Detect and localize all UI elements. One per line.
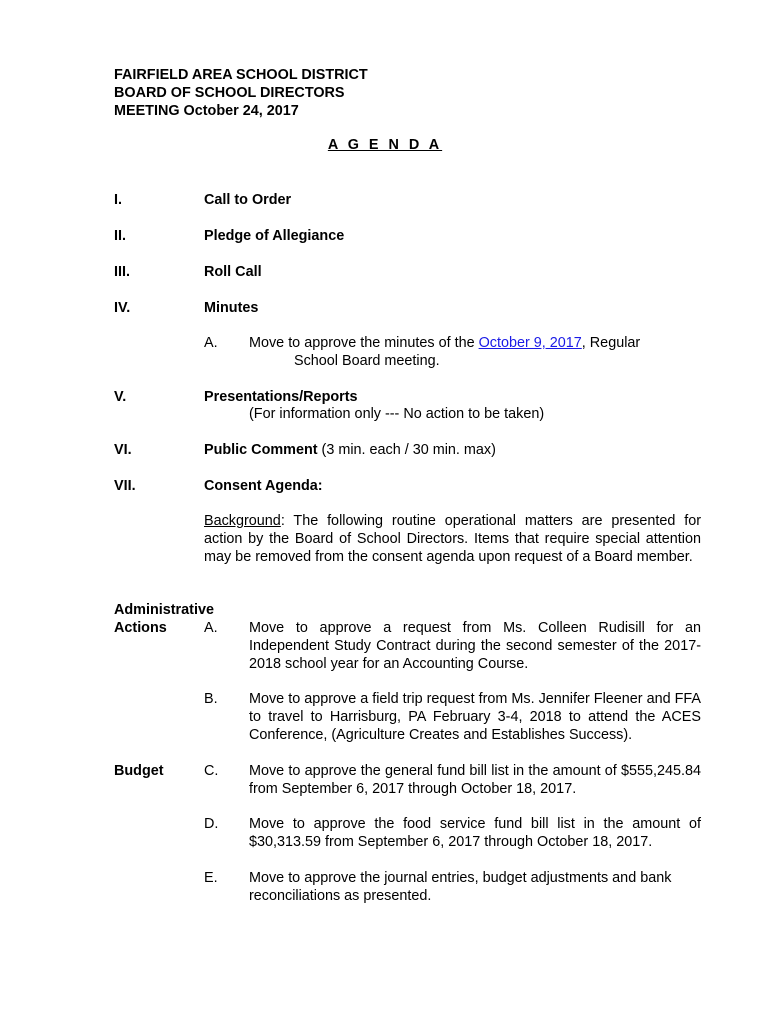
district-name: FAIRFIELD AREA SCHOOL DISTRICT [114,67,368,83]
admin-item-letter-a: A. [204,620,218,636]
minutes-item-line2: School Board meeting. [294,353,440,369]
section-title-presentations: Presentations/Reports [204,389,358,405]
background-text: : The following routine operational matters are presented for action by the Board of School Directors. Items that require special attention may be removed from the consent agenda upon request of a Board member. [204,513,701,565]
section-number-5: V. [114,389,127,405]
budget-item-letter-c: C. [204,763,219,779]
public-comment-note: (3 min. each / 30 min. max) [317,442,496,458]
minutes-item-text-post: , Regular [581,335,641,351]
minutes-item-letter: A. [204,335,218,351]
budget-item-text-e: Move to approve the journal entries, budget adjustments and bank reconciliations as presented. [249,870,672,904]
admin-item-letter-b: B. [204,691,218,707]
budget-item-text-c: Move to approve the general fund bill list in the amount of $555,245.84 from September 6, 2017 through October 18, 2017. [249,763,701,797]
budget-item-letter-d: D. [204,816,219,832]
budget-label: Budget [114,763,164,779]
presentations-note: (For information only --- No action to be taken) [249,406,545,422]
admin-item-text-b: Move to approve a field trip request from Ms. Jennifer Fleener and FFA to travel to Harrisburg, PA February 3-4, 2018 to attend the ACES Conference, (Agriculture Creates and Establishes Success). [249,691,701,743]
admin-item-text-a: Move to approve a request from Ms. Colleen Rudisill for an Independent Study Contract during the second semester of the 2017-2018 school year for an Accounting Course. [249,620,701,672]
section-number-4: IV. [114,300,131,316]
admin-label-line2: Actions [114,620,167,636]
section-title-pledge: Pledge of Allegiance [204,228,345,244]
section-number-1: I. [114,192,122,208]
minutes-item-text-pre: Move to approve the minutes of the [249,335,479,351]
budget-item-text-d: Move to approve the food service fund bill list in the amount of $30,313.59 from September 6, 2017 through October 18, 2017. [249,816,701,850]
minutes-date-link[interactable]: October 9, 2017 [478,335,582,351]
section-number-3: III. [114,264,130,280]
section-number-7: VII. [114,478,136,494]
board-name: BOARD OF SCHOOL DIRECTORS [114,85,345,101]
section-title-call-to-order: Call to Order [204,192,292,208]
section-title-public-comment: Public Comment [204,442,318,458]
section-number-2: II. [114,228,126,244]
section-title-minutes: Minutes [204,300,259,316]
consent-background-paragraph [204,512,701,566]
public-comment-line [204,441,496,459]
agenda-title-text: A G E N D A [327,137,443,153]
background-label: Background [204,513,281,529]
admin-label-line1: Administrative [114,602,214,618]
agenda-title [0,137,770,153]
section-title-roll-call: Roll Call [204,264,262,280]
section-number-6: VI. [114,442,132,458]
section-title-consent-agenda: Consent Agenda: [204,478,323,494]
meeting-date: MEETING October 24, 2017 [114,103,299,119]
minutes-item-line1 [249,334,640,352]
budget-item-letter-e: E. [204,870,218,886]
